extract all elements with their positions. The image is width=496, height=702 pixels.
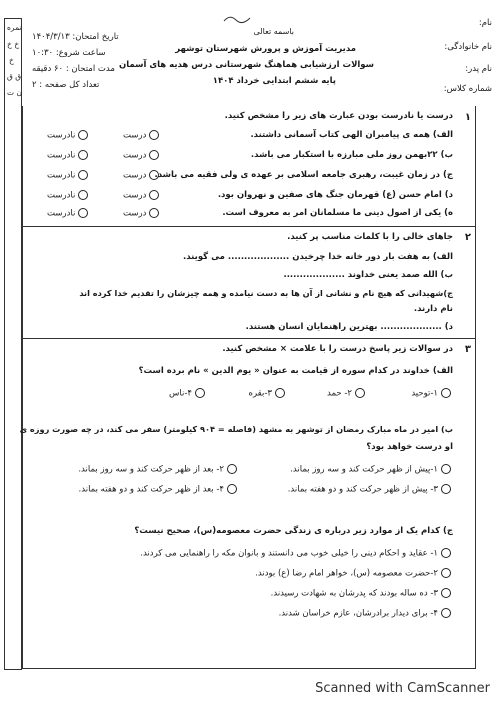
radio-circle-icon[interactable]: [78, 170, 88, 180]
student-name-label: نام:: [478, 18, 492, 28]
q1-item-a: الف) همه ی پیامبران الهی کتاب آسمانی داشتند.: [250, 130, 453, 140]
q3c-option-1[interactable]: ۱- عقاید و احکام دینی را خیلی خوب می دانستند و بانوان مکه را راهنمایی می کردند.: [140, 548, 451, 559]
radio-circle-icon[interactable]: [78, 130, 88, 140]
q3c-option-2[interactable]: ۲-حضرت معصومه (س)، خواهر امام رضا (ع) بودند.: [255, 568, 451, 579]
grade-column: [4, 18, 22, 670]
father-name-label: نام پدر:: [465, 64, 492, 74]
q2-item-b: ب) الله صمد یعنی خداوند ...................: [283, 270, 453, 280]
q3b-option-2[interactable]: ۲- بعد از ظهر حرکت کند و سه روز بماند.: [78, 464, 237, 475]
exam-header: [22, 18, 492, 106]
radio-circle-icon[interactable]: [441, 608, 451, 618]
radio-circle-icon[interactable]: [441, 588, 451, 598]
class-number-label: شماره کلاس:: [443, 84, 492, 94]
bismillah: باسمه تعالی: [253, 27, 294, 36]
radio-circle-icon[interactable]: [441, 484, 451, 494]
q3-part-a-question: الف) خداوند در کدام سوره از قیامت به عنوان « یوم الدین » نام برده است؟: [138, 366, 453, 376]
question-3: [19, 338, 476, 669]
page-count: تعداد کل صفحه : ۲: [32, 80, 100, 90]
q1-item-b: ب) ۲۲بهمن روز ملی مبارزه با استکبار می باشد.: [250, 150, 453, 160]
true-option[interactable]: درست: [123, 190, 159, 201]
radio-circle-icon[interactable]: [78, 208, 88, 218]
grade-mark: خ: [9, 56, 14, 65]
q3a-option-4[interactable]: ۴-ناس: [169, 388, 205, 399]
radio-circle-icon[interactable]: [149, 130, 159, 140]
radio-circle-icon[interactable]: [355, 388, 365, 398]
question-1-title: درست یا نادرست بودن عبارت های زیر را مشخص کنید.: [224, 111, 453, 121]
q3b-option-4[interactable]: ۴- بعد از ظهر حرکت کند و دو هفته بماند.: [79, 484, 237, 495]
false-option[interactable]: نادرست: [47, 130, 88, 141]
radio-circle-icon[interactable]: [441, 568, 451, 578]
exam-sheet: [4, 18, 492, 668]
radio-circle-icon[interactable]: [78, 150, 88, 160]
q2-item-d: د) ................... بهترین راهنمایان انسان هستند.: [245, 322, 453, 332]
grade-header: نمره: [7, 23, 22, 32]
true-option[interactable]: درست: [123, 208, 159, 219]
radio-circle-icon[interactable]: [275, 388, 285, 398]
radio-circle-icon[interactable]: [227, 484, 237, 494]
radio-circle-icon[interactable]: [78, 190, 88, 200]
radio-circle-icon[interactable]: [441, 464, 451, 474]
q2-item-c: ج)شهیدانی که هیچ نام و نشانی از آن ها به دست نیامده و همه چیزشان را تقدیم خدا کرده اند: [79, 288, 453, 298]
family-name-label: نام خانوادگی:: [444, 42, 492, 52]
q3-part-c-question: ج) کدام یک از موارد زیر درباره ی زندگی حضرت معصومه(س)، صحیح نیست؟: [134, 526, 453, 536]
camscanner-watermark: Scanned with CamScanner: [315, 681, 490, 696]
false-option[interactable]: نادرست: [47, 190, 88, 201]
org-line-3: پایه ششم ابتدایی خرداد ۱۴۰۴: [212, 76, 336, 86]
exam-duration: مدت امتحان : ۶۰ دقیقه: [32, 64, 115, 74]
grade-mark: ق ق: [7, 72, 22, 81]
radio-circle-icon[interactable]: [227, 464, 237, 474]
true-option[interactable]: درست: [123, 130, 159, 141]
true-option[interactable]: درست: [123, 170, 159, 181]
q3a-option-2[interactable]: ۲- حمد: [327, 388, 365, 399]
radio-circle-icon[interactable]: [441, 548, 451, 558]
q3a-option-1[interactable]: ۱-توحید: [411, 388, 451, 399]
q1-item-d: د) امام حسن (ع) قهرمان جنگ های صفین و نهروان بود.: [217, 190, 453, 200]
exam-date: تاریخ امتحان: ۱۴۰۴/۳/۱۳: [32, 32, 119, 42]
q3b-option-1[interactable]: ۱-پیش از ظهر حرکت کند و سه روز بماند.: [290, 464, 451, 475]
q1-item-c: ج) در زمان غیبت، رهبری جامعه اسلامی بر عهده ی ولی فقیه می باشد.: [154, 170, 453, 180]
q3b-option-3[interactable]: ۳- پیش از ظهر حرکت کند و دو هفته بماند.: [288, 484, 451, 495]
q3c-option-3[interactable]: ۳- ده ساله بودند که پدرشان به شهادت رسیدند.: [271, 588, 451, 599]
calligraphy-logo-icon: [222, 12, 252, 24]
question-number: ۱: [464, 112, 471, 123]
false-option[interactable]: نادرست: [47, 170, 88, 181]
question-number: ۳: [464, 344, 471, 355]
false-option[interactable]: نادرست: [47, 150, 88, 161]
question-number: ۲: [464, 232, 471, 243]
grade-mark: ن ت: [7, 88, 22, 97]
q3c-option-4[interactable]: ۴- برای دیدار برادرشان، عازم خراسان شدند.: [279, 608, 451, 619]
question-3-title: در سوالات زیر پاسخ درست را با علامت × مشخص کنید.: [222, 344, 453, 354]
radio-circle-icon[interactable]: [149, 170, 159, 180]
start-time: ساعت شروع: ۱۰:۳۰: [32, 48, 106, 58]
org-line-1: مدیریت آموزش و پرورش شهرستان توشهر: [175, 44, 356, 54]
q3a-option-3[interactable]: ۳-بقره: [249, 388, 285, 399]
question-2-title: جاهای خالی را با کلمات مناسب پر کنید.: [287, 232, 453, 242]
q3-part-b-question-cont: او درست خواهد بود؟: [366, 442, 453, 452]
q3-part-b-question: ب) امیر در ماه مبارک رمضان از توشهر به مشهد (فاصله = ۹۰۴ کیلومتر) سفر می کند، در چه صورت روزه ی: [19, 424, 453, 434]
q2-item-c-cont: نام دارند.: [413, 304, 453, 314]
radio-circle-icon[interactable]: [149, 208, 159, 218]
radio-circle-icon[interactable]: [195, 388, 205, 398]
question-1: [22, 106, 476, 227]
q1-item-e: ه) یکی از اصول دینی ما مسلمانان امر به معروف است.: [222, 208, 453, 218]
radio-circle-icon[interactable]: [441, 388, 451, 398]
radio-circle-icon[interactable]: [149, 150, 159, 160]
true-option[interactable]: درست: [123, 150, 159, 161]
org-line-2: سوالات ارزشیابی هماهنگ شهرستانی درس هدیه های آسمان: [118, 60, 374, 70]
false-option[interactable]: نادرست: [47, 208, 88, 219]
question-2: [22, 226, 476, 339]
radio-circle-icon[interactable]: [149, 190, 159, 200]
grade-mark: خ خ: [7, 40, 20, 49]
q2-item-a: الف) به هفت بار دور خانه خدا چرخیدن ................... می گویند.: [183, 252, 453, 262]
